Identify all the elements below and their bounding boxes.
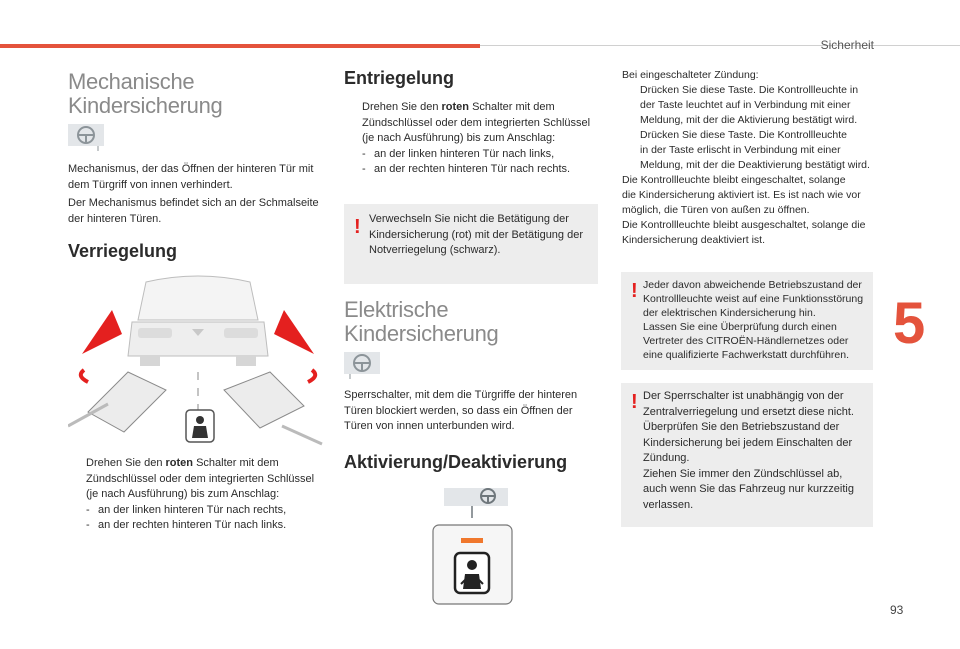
activate-line2: der Taste leuchtet auf in Verbindung mit einer [640, 99, 851, 111]
warning-icon: ! [354, 216, 361, 238]
warn2-line2: Zentralverriegelung und ersetzt diese nicht. [643, 405, 854, 418]
child-lock-illustration [68, 272, 328, 448]
accent-bar [0, 44, 480, 48]
electric-title-line1: Elektrische [344, 297, 449, 322]
locking-dash-left-text: an der linken hinteren Tür nach rechts, [98, 503, 287, 516]
deactivate-line2: in der Taste erlischt in Verbindung mit einer [640, 144, 841, 156]
step-prefix: Drehen Sie den [362, 101, 439, 113]
warn2-line4: Kindersicherung bei jedem Einschalten der [643, 436, 853, 449]
lamp-on-line2: die Kindersicherung aktiviert ist. Es ist nach wie vor [622, 189, 861, 201]
unlocking-heading: Entriegelung [344, 68, 455, 88]
locking-step [68, 456, 330, 472]
bullet-icon [344, 100, 362, 116]
warning-box-confusion [344, 204, 598, 284]
section-title: Sicherheit [820, 38, 874, 52]
locking-step-line3: (je nach Ausführung) bis zum Anschlag: [86, 488, 280, 500]
indicator-light [461, 538, 483, 543]
unlocking-step-line1 [362, 100, 555, 116]
dash-symbol: - [86, 519, 90, 531]
locking-dash-right [68, 518, 330, 534]
unlocking-step [344, 100, 604, 116]
bullet-icon [622, 83, 640, 98]
step-suffix: Schalter mit dem [472, 101, 555, 113]
dash-symbol: - [362, 147, 366, 160]
unlocking-step-line3: (je nach Ausführung) bis zum Anschlag: [362, 132, 556, 144]
mech-title-line1: Mechanische [68, 69, 195, 94]
header-rule [480, 45, 960, 46]
mech-lock-title [68, 70, 223, 118]
warn1-line2: Kontrollleuchte weist auf eine Funktionsstörung [643, 293, 864, 305]
step-prefix: Drehen Sie den [86, 457, 163, 469]
steering-wheel-icon [438, 486, 518, 520]
warning-malfunction-text [643, 278, 869, 362]
unlocking-dash-right [344, 162, 604, 178]
warn2-line3: Überprüfen Sie den Betriebszustand der [643, 421, 840, 433]
warning-box-independence [621, 383, 873, 527]
warning-icon: ! [631, 391, 638, 413]
ignition-intro: Bei eingeschalteter Zündung: [622, 69, 759, 81]
deactivate-step [622, 128, 880, 143]
lamp-off-line2: Kindersicherung deaktiviert ist. [622, 234, 765, 246]
electric-lock-title [344, 298, 499, 346]
warn2-line7: auch wenn Sie das Fahrzeug nur kurzzeitig [643, 483, 854, 495]
lamp-off-line1: Die Kontrollleuchte bleibt ausgeschaltet, solange die [622, 219, 866, 231]
activate-line1: Drücken Sie diese Taste. Die Kontrollleuchte in [640, 84, 859, 96]
bullet-icon [622, 128, 640, 143]
warn1-line5: Vertreter des CITROËN-Händlernetzes oder [643, 335, 849, 347]
warning-independence-text [643, 389, 869, 513]
locking-dash-left [68, 503, 330, 519]
warn1-line6: eine qualifizierte Fachwerkstatt durchführen. [643, 349, 850, 361]
unlocking-dash-left [344, 147, 604, 163]
warn1-line4: Lassen Sie eine Überprüfung durch einen [643, 321, 837, 333]
activation-heading: Aktivierung/Deaktivierung [344, 452, 568, 472]
warn2-line1: Der Sperrschalter ist unabhängig von der [643, 390, 844, 402]
warn1-line1: Jeder davon abweichende Betriebszustand der [643, 279, 862, 291]
activate-line3: Meldung, mit der die Aktivierung bestätigt wird. [640, 114, 858, 126]
page-number: 93 [890, 603, 904, 617]
warning-box-malfunction [621, 272, 873, 370]
child-lock-icon [186, 410, 214, 442]
warn2-line6: Ziehen Sie immer den Zündschlüssel ab, [643, 467, 843, 480]
bullet-icon [68, 456, 86, 472]
mech-description: Mechanismus, der das Öffnen der hinteren Tür mit dem Türgriff von innen verhindert. [68, 163, 314, 191]
mech-location: Der Mechanismus befindet sich an der Schmalseite der hinteren Türen. [68, 197, 319, 225]
lamp-on-line1: Die Kontrollleuchte bleibt eingeschaltet, solange [622, 174, 846, 186]
mech-title-line2: Kindersicherung [68, 93, 223, 118]
locking-dash-right-text: an der rechten hinteren Tür nach links. [98, 519, 287, 531]
activate-step [622, 83, 880, 98]
warning-text: Verwechseln Sie nicht die Betätigung der Kindersicherung (rot) mit der Betätigung der Notverriegelung (schwarz). [369, 213, 583, 256]
steering-wheel-icon [68, 124, 110, 152]
electric-description: Sperrschalter, mit dem die Türgriffe der hinteren Türen blockiert werden, so dass ein Öffnen der Türen von innen unterbunden wird. [344, 389, 578, 432]
step-suffix: Schalter mit dem [196, 457, 279, 469]
unlocking-steps [344, 100, 604, 178]
activation-instructions [622, 68, 880, 248]
dash-symbol: - [362, 163, 366, 175]
warning-icon: ! [631, 280, 638, 302]
step-bold: roten [441, 101, 470, 113]
chapter-number: 5 [893, 291, 926, 356]
child-lock-button-icon [432, 524, 514, 606]
deactivate-line1: Drücken Sie diese Taste. Die Kontrollleuchte [640, 129, 848, 141]
deactivate-line3: Meldung, mit der die Deaktivierung bestätigt wird. [640, 159, 870, 171]
locking-heading: Verriegelung [68, 241, 178, 261]
electric-title-line2: Kindersicherung [344, 321, 499, 346]
warn1-line3: der elektrischen Kindersicherung hin. [643, 307, 816, 319]
steering-wheel-icon [344, 352, 386, 380]
unlocking-dash-left-text: an der linken hinteren Tür nach links, [374, 147, 555, 160]
dash-symbol: - [86, 503, 90, 516]
lamp-on-line3: möglich, die Türen von außen zu öffnen. [622, 204, 810, 216]
step-bold: roten [165, 457, 194, 469]
locking-steps [68, 456, 330, 534]
locking-step-line1 [86, 456, 279, 472]
warn2-line5: Zündung. [643, 452, 690, 464]
warn2-line8: verlassen. [643, 498, 694, 511]
locking-step-line2: Zündschlüssel oder dem integrierten Schlüssel [86, 472, 315, 485]
unlocking-step-line2: Zündschlüssel oder dem integrierten Schlüssel [362, 116, 591, 129]
unlocking-dash-right-text: an der rechten hinteren Tür nach rechts. [374, 163, 571, 175]
